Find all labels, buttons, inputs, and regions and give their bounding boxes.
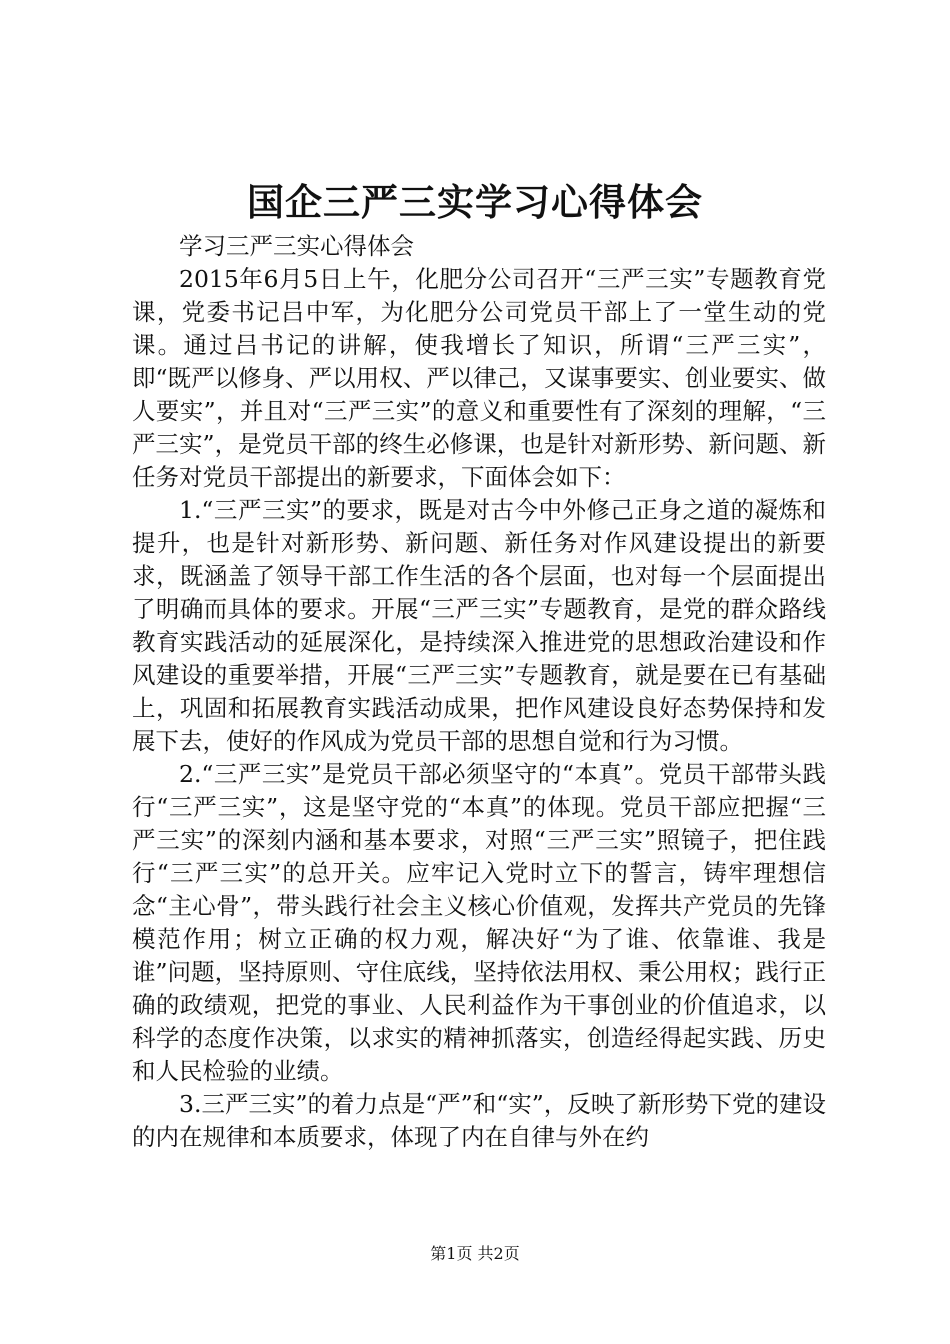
document-body — [132, 230, 826, 1154]
paragraph-subtitle: 学习三严三实心得体会 — [179, 232, 414, 260]
paragraph-point-2: 2.“三严三实”是党员干部必须坚守的“本真”。党员干部带头践行“三严三实”，这是坚守党的“本真”的体现。党员干部应把握“三严三实”的深刻内涵和基本要求，对照“三严三实”照镜子，把住践行“三严三实”的总开关。应牢记入党时立下的誓言，铸牢理想信念“主心骨”，带头践行社会主义核心价值观，发挥共产党员的先锋模范作用；树立正确的权力观，解决好“为了谁、依靠谁、我是谁”问题，坚持原则、守住底线，坚持依法用权、秉公用权；践行正确的政绩观，把党的事业、人民利益作为干事创业的价值追求，以科学的态度作决策，以求实的精神抓落实，创造经得起实践、历史和人民检验的业绩。 — [132, 760, 826, 1085]
document-title: 国企三严三实学习心得体会 — [247, 180, 703, 224]
page-footer: 第1页 共2页 — [430, 1244, 520, 1263]
paragraph-point-1: 1.“三严三实”的要求，既是对古今中外修己正身之道的凝炼和提升，也是针对新形势、新问题、新任务对作风建设提出的新要求，既涵盖了领导干部工作生活的各个层面，也对每一个层面提出了明确而具体的要求。开展“三严三实”专题教育，是党的群众路线教育实践活动的延展深化，是持续深入推进党的思想政治建设和作风建设的重要举措，开展“三严三实”专题教育，就是要在已有基础上，巩固和拓展教育实践活动成果，把作风建设良好态势保持和发展下去，使好的作风成为党员干部的思想自觉和行为习惯。 — [132, 496, 826, 755]
paragraph-point-3: 3.三严三实”的着力点是“严”和“实”，反映了新形势下党的建设的内在规律和本质要求，体现了内在自律与外在约 — [132, 1090, 826, 1151]
paragraph-intro: 2015年6月5日上午，化肥分公司召开“三严三实”专题教育党课，党委书记吕中军，为化肥分公司党员干部上了一堂生动的党课。通过吕书记的讲解，使我增长了知识，所谓“三严三实”，即“既严以修身、严以用权、严以律己，又谋事要实、创业要实、做人要实”，并且对“三严三实”的意义和重要性有了深刻的理解，“三严三实”，是党员干部的终生必修课，也是针对新形势、新问题、新任务对党员干部提出的新要求，下面体会如下： — [132, 265, 826, 491]
